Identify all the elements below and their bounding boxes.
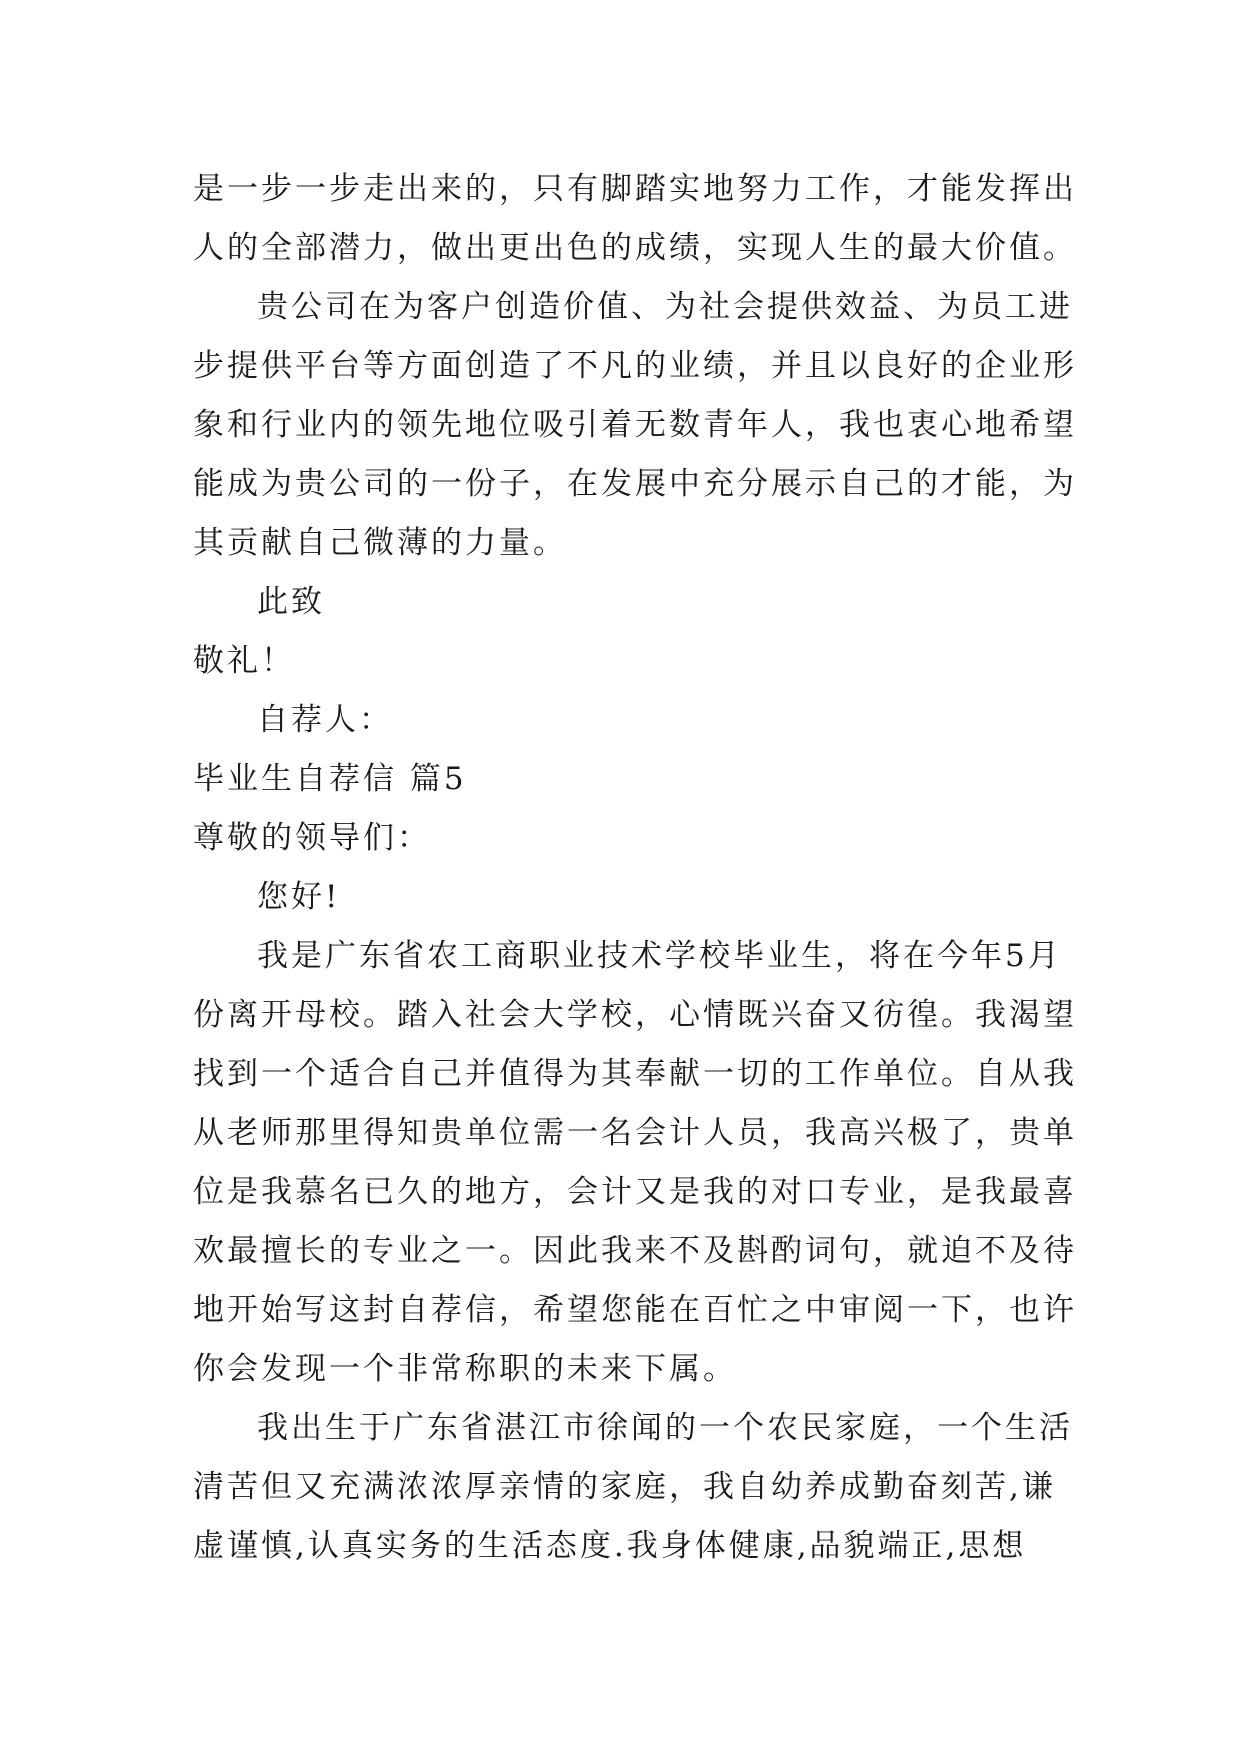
text-line: 欢最擅长的专业之一。因此我来不及斟酌词句，就迫不及待 <box>193 1233 1077 1269</box>
text-line: 从老师那里得知贵单位需一名会计人员，我高兴极了，贵单 <box>193 1115 1077 1151</box>
text-line: 份离开母校。踏入社会大学校，心情既兴奋又彷徨。我渴望 <box>193 997 1077 1033</box>
text-line: 步提供平台等方面创造了不凡的业绩，并且以良好的企业形 <box>193 348 1077 384</box>
text-line: 人的全部潜力，做出更出色的成绩，实现人生的最大价值。 <box>193 230 1077 266</box>
text-line: 位是我慕名已久的地方，会计又是我的对口专业，是我最喜 <box>193 1174 1077 1210</box>
text-line: 你会发现一个非常称职的未来下属。 <box>193 1351 737 1387</box>
text-line: 我出生于广东省湛江市徐闻的一个农民家庭，一个生活 <box>257 1410 1073 1446</box>
text-line: 贵公司在为客户创造价值、为社会提供效益、为员工进 <box>257 289 1073 325</box>
closing-salutation: 此致 <box>257 584 325 620</box>
greeting-recipient: 尊敬的领导们： <box>193 820 431 856</box>
text-line: 能成为贵公司的一份子，在发展中充分展示自己的才能，为 <box>193 466 1077 502</box>
text-line: 地开始写这封自荐信，希望您能在百忙之中审阅一下，也许 <box>193 1292 1077 1328</box>
signature-label: 自荐人： <box>257 702 393 738</box>
text-line: 我是广东省农工商职业技术学校毕业生，将在今年5月 <box>257 938 1062 974</box>
text-line: 清苦但又充满浓浓厚亲情的家庭，我自幼养成勤奋刻苦,谦 <box>193 1469 1056 1505</box>
document-body <box>193 160 1077 1576</box>
greeting: 您好! <box>257 879 341 915</box>
section-title: 毕业生自荐信 篇5 <box>193 761 467 797</box>
text-line: 象和行业内的领先地位吸引着无数青年人，我也衷心地希望 <box>193 407 1077 443</box>
text-line: 找到一个适合自己并值得为其奉献一切的工作单位。自从我 <box>193 1056 1077 1092</box>
closing-regards: 敬礼！ <box>193 643 295 679</box>
text-line: 是一步一步走出来的，只有脚踏实地努力工作，才能发挥出 <box>193 171 1077 207</box>
text-line: 虚谨慎,认真实务的生活态度.我身体健康,品貌端正,思想 <box>193 1528 1027 1564</box>
text-line: 其贡献自己微薄的力量。 <box>193 525 567 561</box>
